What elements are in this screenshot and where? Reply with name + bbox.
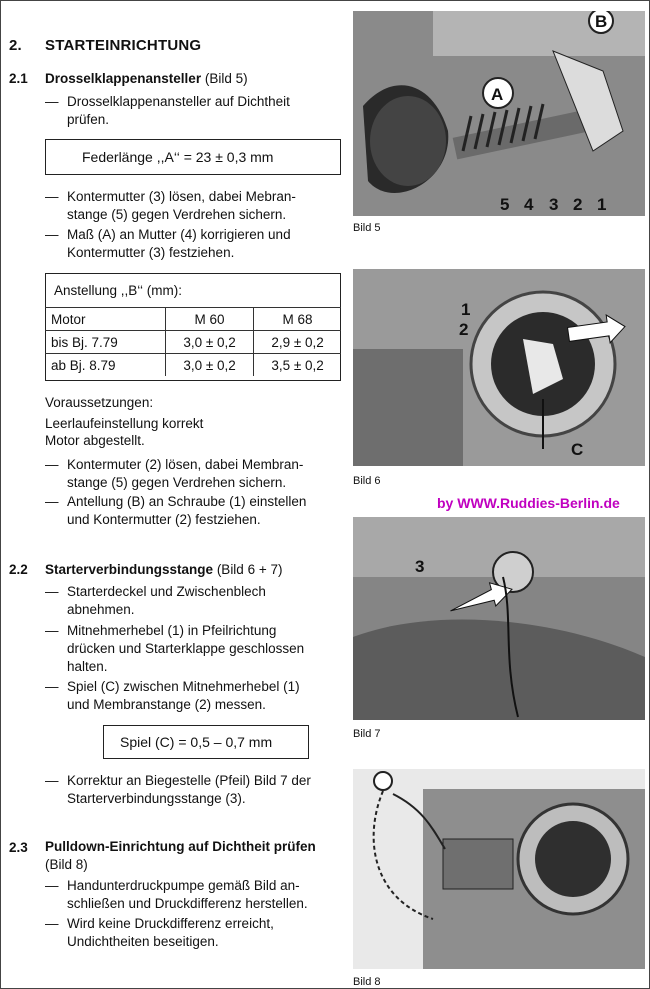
bullet-dash: — [45,623,59,638]
subsection-title: Pulldown-Einrichtung auf Dichtheit prüfen [45,839,316,854]
subsection-heading [45,70,248,88]
list-item [45,877,345,917]
bullet-dash: — [45,773,59,788]
photo-bild-5 [353,11,645,216]
subsection-heading [45,561,282,579]
list-item [45,583,345,623]
table-cell: bis Bj. 7.79 [45,331,166,354]
setting-table-box [45,273,341,381]
table-cell: 3,0 ± 0,2 [166,354,254,377]
list-item [45,493,345,533]
watermark: by WWW.Ruddies-Berlin.de [437,495,620,511]
throttle-actuator-illustration [353,11,645,216]
section-title: STARTEINRICHTUNG [45,37,202,54]
figure-reference: (Bild 8) [45,857,88,872]
label-2: 2 [573,195,583,214]
bullet-dash: — [45,94,59,109]
figure-reference: (Bild 5) [204,71,248,86]
list-item-text: Kontermutter (3) lösen, dabei Mebran- stange (5) gegen Verdrehen sichern. [67,189,296,222]
photo-bild-7 [353,517,645,720]
label-c: C [571,440,584,459]
list-item [45,622,345,680]
spec-text: Spiel (C) = 0,5 – 0,7 mm [120,734,273,750]
connecting-rod-illustration [353,517,645,720]
list-item [45,456,345,496]
bullet-dash: — [45,584,59,599]
table-cell: 3,0 ± 0,2 [166,331,254,354]
list-item [45,188,345,228]
pulldown-test-illustration [353,769,645,969]
table-row [45,331,341,354]
subsection-title: Starterverbindungsstange [45,562,214,577]
bullet-dash: — [45,916,59,931]
list-item-text: Spiel (C) zwischen Mitnehmerhebel (1) und Membranstange (2) messen. [67,679,300,712]
setting-table [45,307,341,376]
bullet-dash: — [45,878,59,893]
subsection-number: 2.1 [9,71,28,86]
list-item-text: Kontermuter (2) lösen, dabei Membran- stange (5) gegen Verdrehen sichern. [67,457,304,490]
list-item-text: Antellung (B) an Schraube (1) einstellen und Kontermutter (2) festziehen. [67,494,307,527]
figure-caption: Bild 6 [353,475,381,487]
spec-text: Federlänge ,,A‘‘ = 23 ± 0,3 mm [82,149,274,165]
subsection-number: 2.2 [9,562,28,577]
table-header: M 60 [166,308,254,331]
table-cell: 2,9 ± 0,2 [254,331,341,354]
list-item-text: Maß (A) an Mutter (4) korrigieren und Kontermutter (3) festziehen. [67,227,291,260]
list-item [45,678,345,718]
photo-bild-8 [353,769,645,969]
table-header: Motor [45,308,166,331]
label-b: B [595,12,608,31]
subsection-title: Drosselklappenansteller [45,71,202,86]
bullet-dash: — [45,189,59,204]
list-item [45,772,345,812]
section-number: 2. [9,37,22,54]
list-item-text: Korrektur an Biegestelle (Pfeil) Bild 7 der Starterverbindungsstange (3). [67,773,311,806]
spec-box [45,139,341,175]
list-item-text: Starterdeckel und Zwischenblech abnehmen. [67,584,266,617]
table-cell: 3,5 ± 0,2 [254,354,341,377]
photo-bild-6 [353,269,645,466]
list-item-text: Handunterdruckpumpe gemäß Bild an- schließen und Druckdifferenz herstellen. [67,878,308,911]
list-item-text: Mitnehmerhebel (1) in Pfeilrichtung drücken und Starterklappe geschlossen halten. [67,623,305,674]
label-a: A [491,85,504,104]
starter-linkage-illustration [353,269,645,466]
figure-caption: Bild 8 [353,976,381,988]
table-row [45,354,341,377]
label-5: 5 [500,195,510,214]
table-header: M 68 [254,308,341,331]
label-3: 3 [415,557,425,576]
table-header-row [45,308,341,331]
list-item-text: Drosselklappenansteller auf Dichtheit prüfen. [67,94,290,127]
list-item [45,93,345,133]
list-item [45,915,345,955]
subsection-number: 2.3 [9,840,28,855]
bullet-dash: — [45,457,59,472]
table-cell: ab Bj. 8.79 [45,354,166,377]
bullet-dash: — [45,679,59,694]
label-4: 4 [524,195,534,214]
table-caption: Anstellung ,,B‘‘ (mm): [54,283,183,298]
figure-reference: (Bild 6 + 7) [216,562,283,577]
bullet-dash: — [45,227,59,242]
prerequisites-label: Voraussetzungen: [45,395,154,410]
figure-caption: Bild 5 [353,222,381,234]
label-2: 2 [459,320,469,339]
bullet-dash: — [45,494,59,509]
label-1: 1 [461,300,471,319]
prerequisite-item: Motor abgestellt. [45,433,145,448]
prerequisite-item: Leerlaufeinstellung korrekt [45,416,204,431]
figure-caption: Bild 7 [353,728,381,740]
list-item [45,226,345,266]
label-1: 1 [597,195,607,214]
list-item-text: Wird keine Druckdifferenz erreicht, Undichtheiten beseitigen. [67,916,274,949]
spec-box [103,725,309,759]
label-3: 3 [549,195,559,214]
